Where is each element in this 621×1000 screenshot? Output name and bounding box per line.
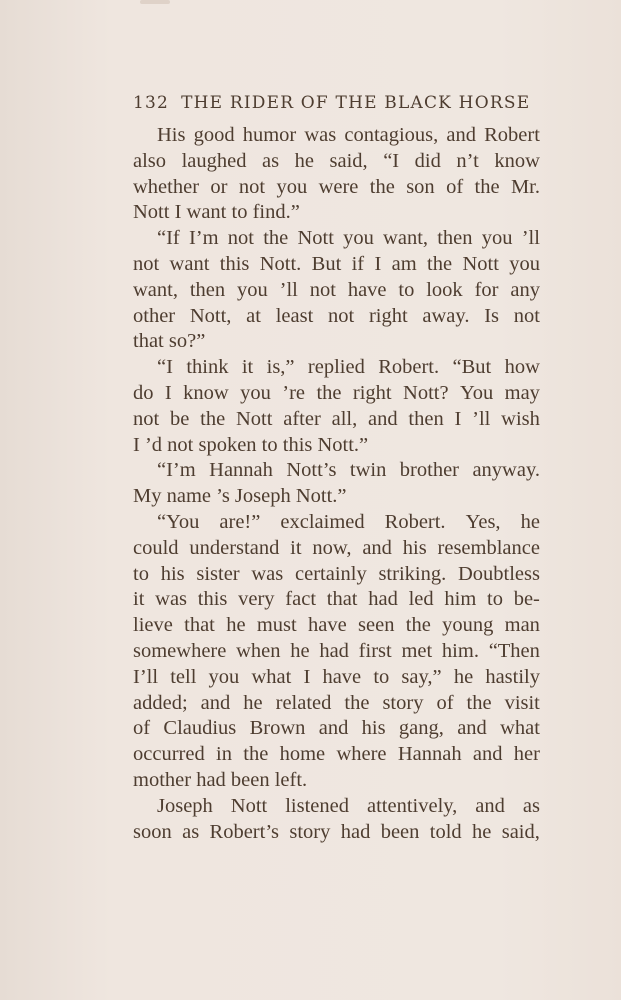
text-line: “If I’m not the Nott you want, then you ’ll bbox=[157, 227, 540, 250]
text-line: “You are!” exclaimed Robert. Yes, he bbox=[157, 510, 540, 533]
page-number: 132 bbox=[133, 93, 170, 113]
body-text bbox=[133, 123, 540, 845]
text-line: could understand it now, and his resemblance bbox=[133, 536, 540, 559]
text-line: His good humor was contagious, and Robert bbox=[157, 124, 540, 146]
text-line: that so?” bbox=[133, 330, 206, 353]
text-line: Nott I want to find.” bbox=[133, 201, 300, 224]
text-line: want, then you ’ll not have to look for any bbox=[133, 278, 540, 301]
text-line: somewhere when he had first met him. “Then bbox=[133, 639, 540, 662]
text-line: Joseph Nott listened attentively, and as bbox=[157, 794, 540, 817]
text-line: My name ’s Joseph Nott.” bbox=[133, 485, 347, 508]
text-line: of Claudius Brown and his gang, and what bbox=[133, 717, 540, 740]
text-line: soon as Robert’s story had been told he said, bbox=[133, 820, 540, 843]
text-line: to his sister was certainly striking. Doubtless bbox=[133, 562, 540, 585]
text-line: lieve that he must have seen the young man bbox=[133, 614, 540, 637]
text-line: not want this Nott. But if I am the Nott you bbox=[133, 252, 540, 275]
text-line: I ’d not spoken to this Nott.” bbox=[133, 433, 369, 456]
text-line: do I know you ’re the right Nott? You may bbox=[133, 381, 540, 404]
text-line: I’ll tell you what I have to say,” he hastily bbox=[133, 665, 540, 688]
text-line: “I’m Hannah Nott’s twin brother anyway. bbox=[157, 459, 540, 482]
running-title: THE RIDER OF THE BLACK HORSE bbox=[181, 93, 531, 113]
text-line: whether or not you were the son of the Mr. bbox=[133, 175, 540, 198]
text-line: other Nott, at least not right away. Is not bbox=[133, 304, 540, 327]
text-line: mother had been left. bbox=[133, 768, 308, 791]
running-header bbox=[133, 93, 531, 119]
text-line: also laughed as he said, “I did n’t know bbox=[133, 149, 540, 172]
text-line: not be the Nott after all, and then I ’ll wish bbox=[133, 407, 540, 430]
text-line: added; and he related the story of the visit bbox=[133, 691, 540, 714]
page-stain bbox=[140, 0, 170, 4]
text-line: “I think it is,” replied Robert. “But how bbox=[157, 356, 540, 379]
text-line: occurred in the home where Hannah and her bbox=[133, 743, 540, 766]
text-line: it was this very fact that had led him to be- bbox=[133, 588, 540, 611]
